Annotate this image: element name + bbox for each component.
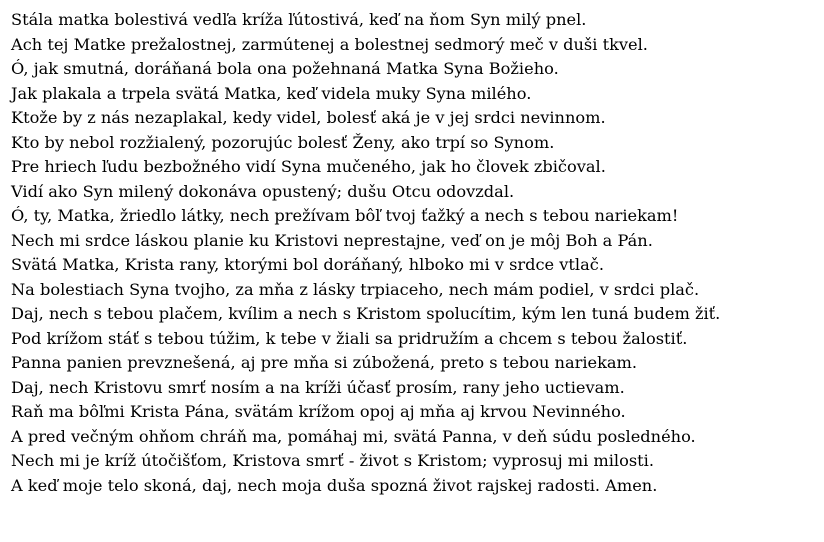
- document-body: [11, 8, 821, 498]
- text-line-4: Jak plakala a trpela svätá Matka, keď videla muky Syna milého.: [11, 83, 532, 103]
- text-line-18: A pred večným ohňom chráň ma, pomáhaj mi, svätá Panna, v deň súdu posledného.: [11, 426, 696, 446]
- text-line-5: Ktože by z nás nezaplakal, kedy videl, bolesť aká je v jej srdci nevinnom.: [11, 108, 606, 127]
- text-line-17: Raň ma bôľmi Krista Pána, svätám krížom opoj aj mňa aj krvou Nevinného.: [11, 402, 626, 421]
- text-line-13: Daj, nech s tebou plačem, kvílim a nech s Kristom spolucítim, kým len tuná budem žiť.: [11, 304, 721, 323]
- text-line-8: Vidí ako Syn milený dokonáva opustený; dušu Otcu odovzdal.: [11, 181, 515, 201]
- text-line-9: Ó, ty, Matka, žriedlo látky, nech prežívam bôľ tvoj ťažký a nech s tebou nariekam!: [11, 206, 679, 225]
- text-line-3: Ó, jak smutná, doráňaná bola ona požehnaná Matka Syna Božieho.: [11, 59, 559, 78]
- text-line-6: Kto by nebol rozžialený, pozorujúc bolesť Ženy, ako trpí so Synom.: [11, 132, 555, 152]
- text-line-20: A keď moje telo skoná, daj, nech moja duša spozná život rajskej radosti. Amen.: [11, 475, 658, 495]
- text-line-11: Svätá Matka, Krista rany, ktorými bol doráňaný, hlboko mi v srdce vtlač.: [11, 255, 604, 274]
- text-line-19: Nech mi je kríž útočišťom, Kristova smrť - život s Kristom; vyprosuj mi milosti.: [11, 451, 654, 470]
- text-line-2: Ach tej Matke prežalostnej, zarmútenej a bolestnej sedmorý meč v duši tkvel.: [11, 34, 648, 54]
- text-line-1: Stála matka bolestivá vedľa kríža ľútostivá, keď na ňom Syn milý pnel.: [11, 10, 587, 29]
- text-line-16: Daj, nech Kristovu smrť nosím a na kríži účasť prosím, rany jeho uctievam.: [11, 377, 625, 397]
- text-line-10: Nech mi srdce láskou planie ku Kristovi neprestajne, veď on je môj Boh a Pán.: [11, 230, 653, 250]
- text-line-15: Panna panien prevznešená, aj pre mňa si zúbožená, preto s tebou nariekam.: [11, 353, 638, 372]
- text-line-12: Na bolestiach Syna tvojho, za mňa z lásky trpiaceho, nech mám podiel, v srdci plač.: [11, 279, 700, 299]
- text-line-7: Pre hriech ľudu bezbožného vidí Syna mučeného, jak ho človek zbičoval.: [11, 157, 606, 176]
- text-line-14: Pod krížom stáť s tebou túžim, k tebe v žiali sa pridružím a chcem s tebou žalostiť.: [11, 328, 688, 348]
